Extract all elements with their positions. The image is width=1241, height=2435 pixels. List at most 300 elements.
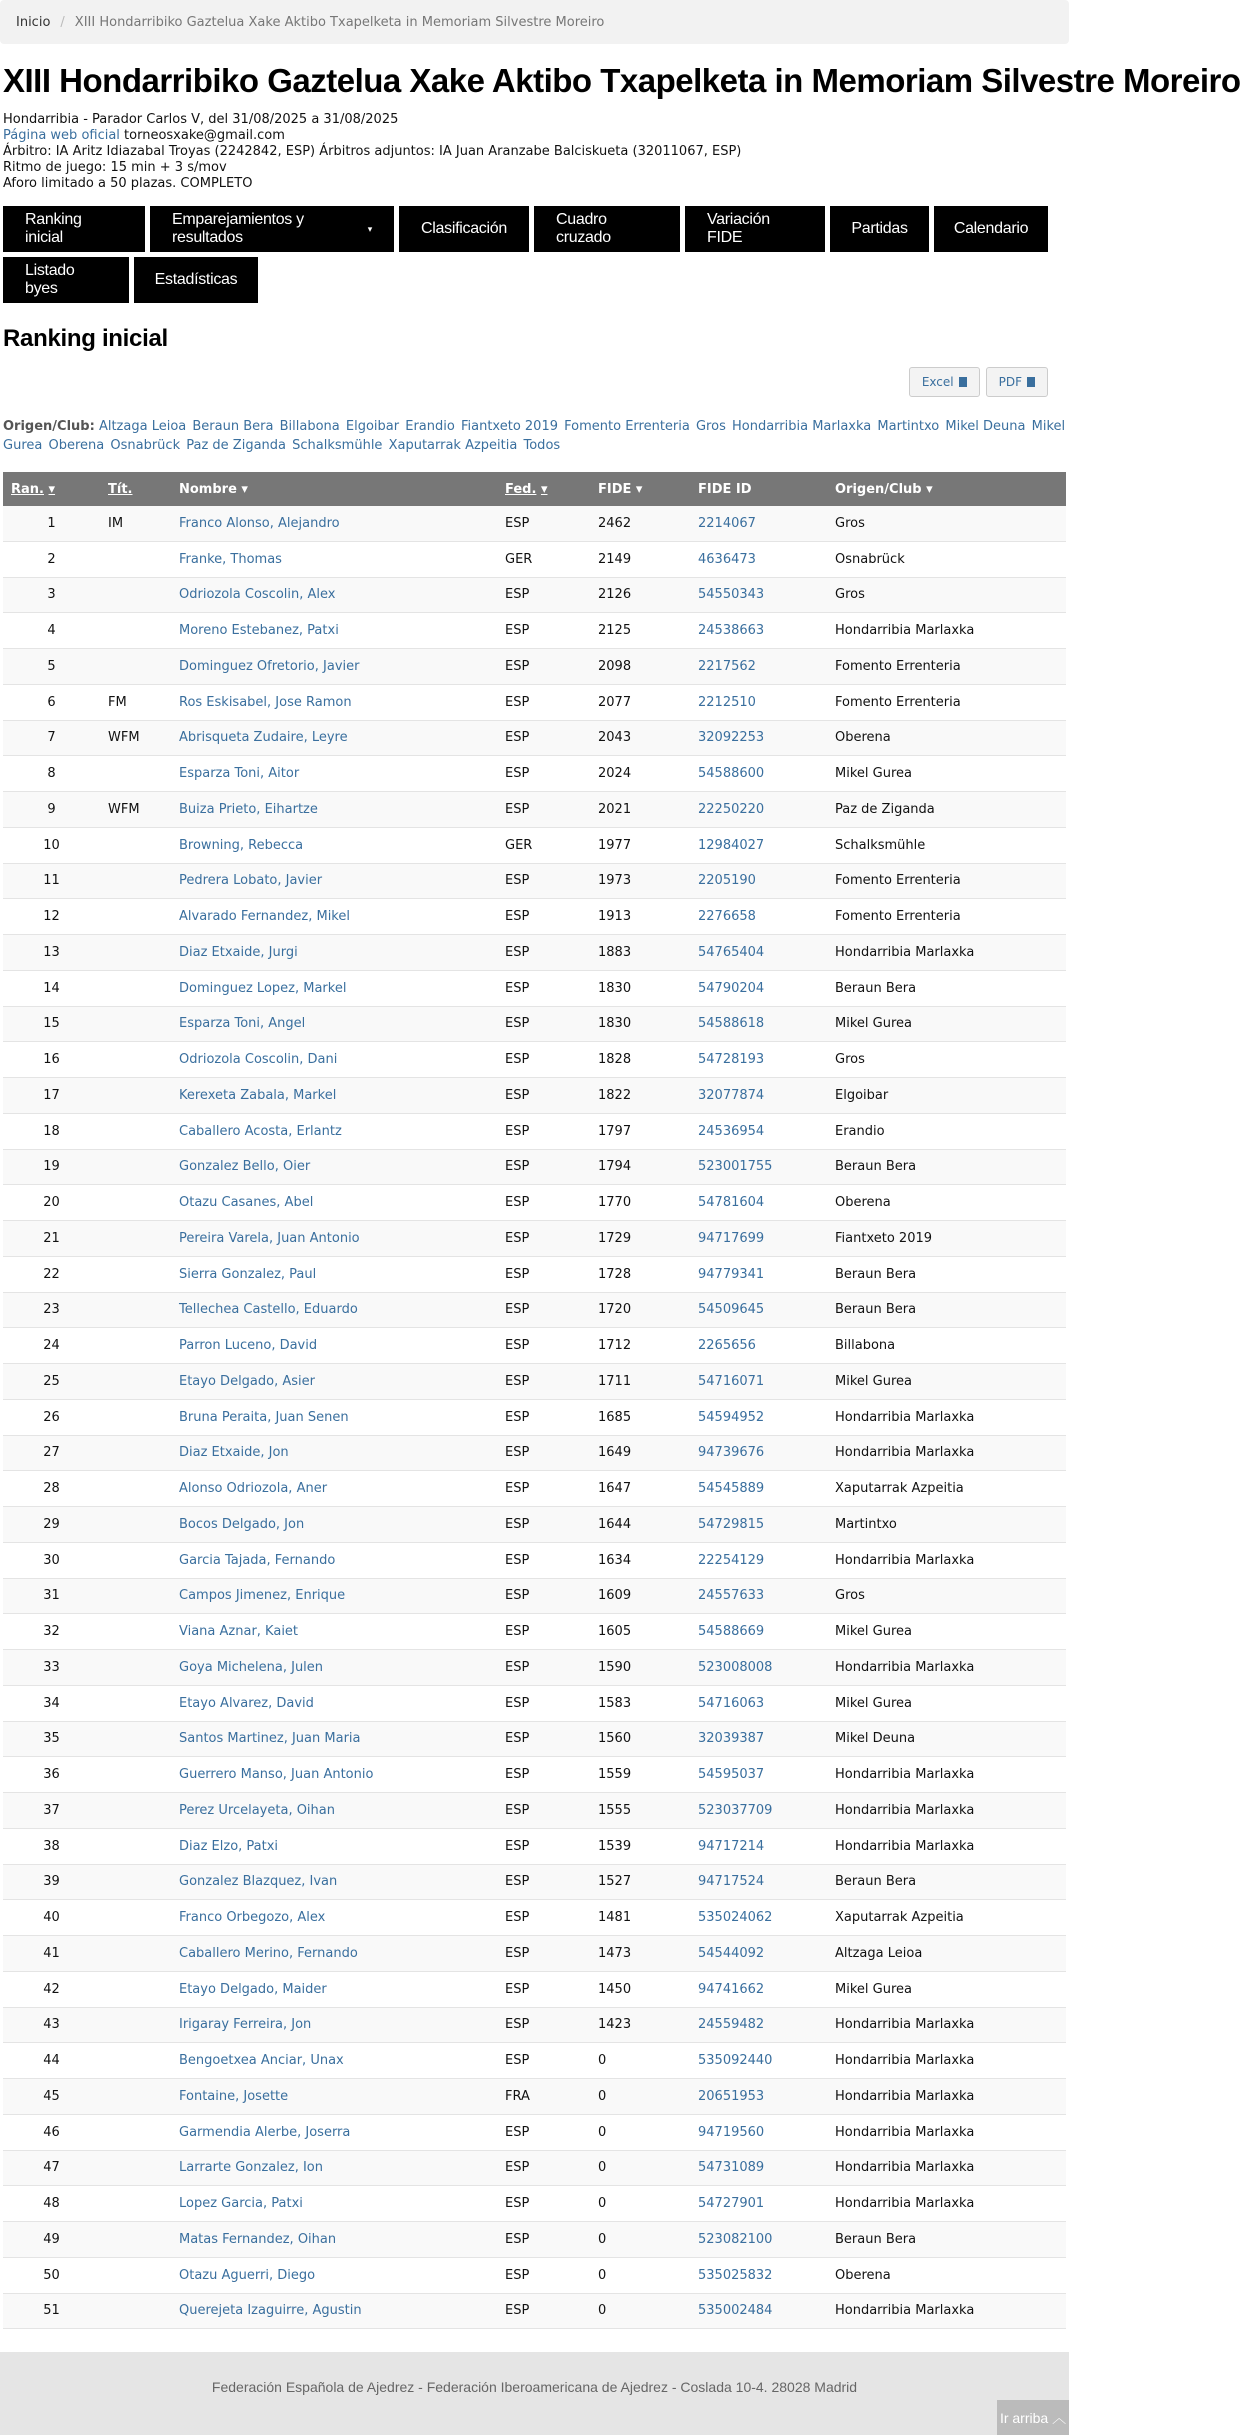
player-name-link[interactable]: Pedrera Lobato, Javier — [179, 873, 323, 889]
club-cell — [827, 613, 1066, 649]
title-cell — [100, 1328, 171, 1364]
fide-rating-cell: 1797 — [598, 1123, 632, 1139]
fide-rating-cell: 1583 — [598, 1695, 632, 1711]
fide-rating-cell — [590, 2114, 690, 2150]
player-name-link[interactable]: Browning, Rebecca — [179, 837, 304, 853]
club-filter-link[interactable]: Elgoibar — [345, 419, 400, 434]
fide-id-link[interactable]: 2276658 — [698, 909, 756, 925]
fide-id-cell — [690, 2079, 827, 2115]
fide-id-link[interactable]: 12984027 — [698, 837, 765, 853]
fide-id-link[interactable]: 523082100 — [698, 2231, 773, 2247]
fide-rating-cell — [590, 1971, 690, 2007]
club-cell — [827, 1721, 1066, 1757]
fide-rating-cell — [590, 1614, 690, 1650]
rank-cell — [3, 649, 100, 685]
title-cell — [100, 506, 171, 541]
col-title-header[interactable] — [100, 472, 171, 506]
club-filter-link[interactable]: Gros — [695, 419, 726, 434]
fide-id-cell — [690, 1471, 827, 1507]
federation-cell — [497, 1900, 590, 1936]
rank-cell — [3, 970, 100, 1006]
footer-text: Federación Española de Ajedrez - Federación Iberoamericana de Ajedrez - Coslada 10-4. 28028 Madrid — [211, 2379, 858, 2395]
club-cell — [827, 1864, 1066, 1900]
club-cell: Hondarribia Marlaxka — [835, 1659, 975, 1675]
nav-pairings-dropdown[interactable] — [150, 206, 394, 252]
title-cell — [100, 2222, 171, 2258]
rank-cell — [3, 1900, 100, 1936]
player-name-link[interactable]: Gonzalez Blazquez, Ivan — [179, 1874, 338, 1890]
club-cell — [827, 1042, 1066, 1078]
title-cell — [100, 1864, 171, 1900]
fide-id-cell — [690, 2114, 827, 2150]
club-filter-link[interactable]: Beraun Bera — [192, 419, 274, 434]
title-cell — [100, 1435, 171, 1471]
col-rank-header[interactable] — [3, 472, 100, 506]
table-row — [3, 720, 1066, 756]
player-name-cell — [171, 613, 497, 649]
fide-id-link[interactable]: 54790204 — [698, 980, 765, 996]
player-name-cell — [171, 1936, 497, 1972]
fide-id-link[interactable]: 54544092 — [698, 1945, 765, 1961]
table-header-row — [3, 472, 1066, 506]
player-name-link[interactable]: Goya Michelena, Julen — [179, 1659, 324, 1675]
fide-id-cell — [690, 1221, 827, 1257]
fide-id-link[interactable]: 535092440 — [698, 2053, 773, 2069]
fide-rating-cell — [590, 506, 690, 541]
col-fide-id-header[interactable] — [690, 472, 827, 506]
fide-id-link[interactable]: 94717524 — [698, 1874, 765, 1890]
player-name-link[interactable]: Fontaine, Josette — [179, 2088, 289, 2104]
club-cell — [827, 649, 1066, 685]
nav-byes-label: Listado byes — [25, 262, 75, 297]
player-name-link[interactable]: Ros Eskisabel, Jose Ramon — [179, 694, 352, 710]
player-name-link[interactable]: Esparza Toni, Aitor — [179, 766, 300, 782]
club-filter-link[interactable]: Altzaga Leioa — [98, 419, 187, 434]
club-filter-link[interactable]: Todos — [523, 438, 561, 453]
fide-id-link[interactable]: 2212510 — [698, 694, 756, 710]
player-name-link[interactable]: Bruna Peraita, Juan Senen — [179, 1409, 349, 1425]
club-filter-link[interactable]: Xaputarrak Azpeitia — [388, 438, 518, 453]
federation-cell: ESP — [505, 2053, 530, 2069]
fide-rating-cell — [590, 1221, 690, 1257]
fide-id-link[interactable]: 94717214 — [698, 1838, 765, 1854]
fide-rating-cell: 1590 — [598, 1659, 632, 1675]
fide-rating-cell: 2462 — [598, 515, 632, 531]
title-cell — [100, 2186, 171, 2222]
table-row — [3, 1578, 1066, 1614]
federation-cell: ESP — [505, 1838, 530, 1854]
player-name-link[interactable]: Matas Fernandez, Oihan — [179, 2231, 337, 2247]
rank-cell: 28 — [43, 1481, 60, 1497]
rank-cell: 31 — [43, 1588, 60, 1604]
club-cell — [827, 935, 1066, 971]
player-name-link[interactable]: Franke, Thomas — [179, 551, 282, 567]
federation-cell: ESP — [505, 1195, 530, 1211]
club-cell: Mikel Gurea — [835, 766, 912, 782]
fide-id-link[interactable]: 2214067 — [698, 515, 756, 531]
official-web-link[interactable]: Página web oficial — [3, 128, 120, 143]
federation-cell: ESP — [505, 1230, 530, 1246]
player-name-link[interactable]: Campos Jimenez, Enrique — [179, 1588, 346, 1604]
fide-rating-cell: 1423 — [598, 2017, 632, 2033]
player-name-link[interactable]: Esparza Toni, Angel — [179, 1016, 306, 1032]
fide-id-cell — [690, 1650, 827, 1686]
player-name-link[interactable]: Guerrero Manso, Juan Antonio — [179, 1767, 374, 1783]
fide-id-link[interactable]: 54765404 — [698, 944, 765, 960]
player-name-link[interactable]: Kerexeta Zabala, Markel — [179, 1087, 337, 1103]
rank-cell: 24 — [43, 1338, 60, 1354]
player-name-link[interactable]: Irigaray Ferreira, Jon — [179, 2017, 312, 2033]
fide-id-link[interactable]: 54716071 — [698, 1373, 765, 1389]
fide-id-link[interactable]: 2205190 — [698, 873, 756, 889]
fide-id-link[interactable]: 22250220 — [698, 801, 765, 817]
rank-cell: 21 — [43, 1230, 60, 1246]
player-name-link[interactable]: Diaz Etxaide, Jon — [179, 1445, 289, 1461]
fide-id-cell — [690, 1149, 827, 1185]
fide-rating-cell — [590, 1507, 690, 1543]
club-cell — [827, 899, 1066, 935]
fide-id-link[interactable]: 523001755 — [698, 1159, 773, 1175]
player-name-link[interactable]: Dominguez Ofretorio, Javier — [179, 658, 360, 674]
fide-rating-cell — [590, 2222, 690, 2258]
club-filter-link[interactable]: Paz de Ziganda — [186, 438, 287, 453]
club-cell — [827, 1113, 1066, 1149]
fide-id-link[interactable]: 4636473 — [698, 551, 756, 567]
rank-cell — [3, 863, 100, 899]
player-name-link[interactable]: Garcia Tajada, Fernando — [179, 1552, 336, 1568]
player-name-link[interactable]: Viana Aznar, Kaiet — [179, 1624, 299, 1640]
federation-cell — [497, 613, 590, 649]
player-name-link[interactable]: Larrarte Gonzalez, Ion — [179, 2160, 323, 2176]
fide-id-link[interactable]: 54594952 — [698, 1409, 765, 1425]
federation-cell: ESP — [505, 1409, 530, 1425]
player-name-cell — [171, 1042, 497, 1078]
player-name-link[interactable]: Otazu Aguerri, Diego — [179, 2267, 316, 2283]
col-fide-id-label: FIDE ID — [698, 481, 752, 497]
fide-id-cell — [690, 2257, 827, 2293]
fide-id-link[interactable]: 54729815 — [698, 1516, 765, 1532]
club-cell: Beraun Bera — [835, 980, 917, 996]
nav-stats-button[interactable] — [134, 257, 258, 303]
fide-id-link[interactable]: 54595037 — [698, 1767, 765, 1783]
player-name-link[interactable]: Sierra Gonzalez, Paul — [179, 1266, 317, 1282]
fide-id-link[interactable]: 54545889 — [698, 1481, 765, 1497]
federation-cell: ESP — [505, 1087, 530, 1103]
fide-rating-cell: 1794 — [598, 1159, 632, 1175]
table-row — [3, 2257, 1066, 2293]
player-name-link[interactable]: Lopez Garcia, Patxi — [179, 2196, 303, 2212]
player-name-link[interactable]: Garmendia Alerbe, Joserra — [179, 2124, 351, 2140]
fide-id-link[interactable]: 523008008 — [698, 1659, 773, 1675]
player-name-link[interactable]: Caballero Acosta, Erlantz — [179, 1123, 342, 1139]
federation-cell — [497, 1042, 590, 1078]
rank-cell: 15 — [43, 1016, 60, 1032]
player-name-link[interactable]: Abrisqueta Zudaire, Leyre — [179, 730, 348, 746]
fide-rating-cell — [590, 792, 690, 828]
fide-id-link[interactable]: 24559482 — [698, 2017, 765, 2033]
fide-id-link[interactable]: 54727901 — [698, 2196, 765, 2212]
rank-cell — [3, 1399, 100, 1435]
fide-id-cell — [690, 613, 827, 649]
player-name-link[interactable]: Alvarado Fernandez, Mikel — [179, 909, 350, 925]
table-row — [3, 2043, 1066, 2079]
nav-calendar-button[interactable] — [934, 206, 1048, 252]
player-name-link[interactable]: Dominguez Lopez, Markel — [179, 980, 347, 996]
fide-rating-cell: 2043 — [598, 730, 632, 746]
club-cell: Osnabrück — [835, 551, 905, 567]
player-name-link[interactable]: Etayo Alvarez, David — [179, 1695, 314, 1711]
player-name-link[interactable]: Odriozola Coscolin, Alex — [179, 587, 336, 603]
fide-id-link[interactable]: 32077874 — [698, 1087, 765, 1103]
fide-rating-cell — [590, 1364, 690, 1400]
fide-id-link[interactable]: 54588600 — [698, 766, 765, 782]
fide-id-link[interactable]: 2265656 — [698, 1338, 756, 1354]
table-row — [3, 2222, 1066, 2258]
club-cell: Beraun Bera — [835, 2231, 917, 2247]
nav-fide-variation-button[interactable] — [685, 206, 825, 252]
table-row — [3, 1006, 1066, 1042]
player-name-link[interactable]: Gonzalez Bello, Oier — [179, 1159, 311, 1175]
col-name-header[interactable] — [171, 472, 497, 506]
breadcrumb-home-link[interactable]: Inicio — [16, 14, 51, 30]
player-name-link[interactable]: Santos Martinez, Juan Maria — [179, 1731, 361, 1747]
fide-id-link[interactable]: 54588618 — [698, 1016, 765, 1032]
federation-cell — [497, 1471, 590, 1507]
player-name-link[interactable]: Bocos Delgado, Jon — [179, 1516, 305, 1532]
fide-id-cell — [690, 1507, 827, 1543]
fide-id-link[interactable]: 94779341 — [698, 1266, 765, 1282]
club-filter-link[interactable]: Oberena — [48, 438, 105, 453]
rank-cell: 32 — [43, 1624, 60, 1640]
federation-cell: ESP — [505, 1123, 530, 1139]
club-filter-link[interactable]: Mikel Gurea — [3, 419, 1066, 453]
rank-cell: 22 — [43, 1266, 60, 1282]
club-cell: Martintxo — [835, 1516, 897, 1532]
fide-id-link[interactable]: 24557633 — [698, 1588, 765, 1604]
club-filter-link[interactable]: Hondarribia Marlaxka — [731, 419, 872, 434]
fide-id-link[interactable]: 535024062 — [698, 1910, 773, 1926]
fide-id-link[interactable]: 94717699 — [698, 1230, 765, 1246]
fide-rating-cell — [590, 2079, 690, 2115]
nav-crosstable-button[interactable] — [534, 206, 680, 252]
federation-cell — [497, 2007, 590, 2043]
player-name-link[interactable]: Odriozola Coscolin, Dani — [179, 1052, 338, 1068]
club-cell — [827, 506, 1066, 541]
fide-rating-cell — [590, 970, 690, 1006]
player-name-cell — [171, 720, 497, 756]
club-cell — [827, 2007, 1066, 2043]
col-fed-header[interactable] — [497, 472, 590, 506]
fide-id-link[interactable]: 2217562 — [698, 658, 756, 674]
federation-cell: ESP — [505, 873, 530, 889]
player-name-link[interactable]: Perez Urcelayeta, Oihan — [179, 1802, 335, 1818]
fide-rating-cell: 1973 — [598, 873, 632, 889]
rank-cell — [3, 2186, 100, 2222]
rank-cell — [3, 2007, 100, 2043]
fide-id-link[interactable]: 535002484 — [698, 2303, 773, 2319]
fide-rating-cell: 1527 — [598, 1874, 632, 1890]
rank-cell: 2 — [47, 551, 56, 567]
nav-ranking-button[interactable] — [3, 206, 145, 252]
fide-rating-cell — [590, 1435, 690, 1471]
fide-id-link[interactable]: 54728193 — [698, 1052, 765, 1068]
federation-cell — [497, 756, 590, 792]
player-name-link[interactable]: Franco Alonso, Alejandro — [179, 515, 340, 531]
club-filter-link[interactable]: Mikel Deuna — [945, 419, 1026, 434]
rank-cell: 26 — [43, 1409, 60, 1425]
player-name-link[interactable]: Otazu Casanes, Abel — [179, 1195, 314, 1211]
col-fide-header[interactable] — [590, 472, 690, 506]
nav-standings-button[interactable] — [399, 206, 529, 252]
club-filter-link[interactable]: Erandio — [405, 419, 455, 434]
club-filter-link[interactable]: Schalksmühle — [292, 438, 383, 453]
fide-rating-cell: 1634 — [598, 1552, 632, 1568]
club-cell: Xaputarrak Azpeitia — [835, 1481, 964, 1497]
fide-rating-cell — [590, 935, 690, 971]
federation-cell: ESP — [505, 1302, 530, 1318]
player-name-link[interactable]: Bengoetxea Anciar, Unax — [179, 2053, 344, 2069]
fide-id-link[interactable]: 32092253 — [698, 730, 765, 746]
fide-id-link[interactable]: 54781604 — [698, 1195, 765, 1211]
player-name-link[interactable]: Caballero Merino, Fernando — [179, 1945, 358, 1961]
rank-cell: 16 — [43, 1052, 60, 1068]
fide-id-link[interactable]: 24538663 — [698, 623, 765, 639]
pdf-export-button[interactable] — [986, 367, 1048, 397]
fide-id-link[interactable]: 54550343 — [698, 587, 765, 603]
fide-id-link[interactable]: 54509645 — [698, 1302, 765, 1318]
rank-cell — [3, 2043, 100, 2079]
fide-id-link[interactable]: 22254129 — [698, 1552, 765, 1568]
fide-rating-cell — [590, 1292, 690, 1328]
fide-rating-cell: 1647 — [598, 1481, 632, 1497]
player-name-cell — [171, 2079, 497, 2115]
fide-rating-cell: 0 — [598, 2124, 607, 2140]
fide-id-link[interactable]: 523037709 — [698, 1802, 773, 1818]
club-cell — [827, 1328, 1066, 1364]
rank-cell — [3, 541, 100, 577]
excel-export-button[interactable] — [909, 367, 980, 397]
club-cell: Beraun Bera — [835, 1159, 917, 1175]
club-filter-link[interactable]: Fiantxeto 2019 — [460, 419, 558, 434]
club-cell: Oberena — [835, 1195, 891, 1211]
title-cell — [100, 863, 171, 899]
col-fide-label: FIDE — [598, 481, 632, 497]
table-row — [3, 541, 1066, 577]
fide-rating-cell — [590, 1757, 690, 1793]
fide-id-link[interactable]: 94741662 — [698, 1981, 765, 1997]
fide-id-link[interactable]: 20651953 — [698, 2088, 765, 2104]
fide-rating-cell: 1770 — [598, 1195, 632, 1211]
club-filter-link[interactable]: Martintxo — [877, 419, 940, 434]
fide-id-link[interactable]: 535025832 — [698, 2267, 773, 2283]
fide-rating-cell: 1605 — [598, 1624, 632, 1640]
player-name-link[interactable]: Parron Luceno, David — [179, 1338, 318, 1354]
federation-cell: ESP — [505, 1516, 530, 1532]
player-name-link[interactable]: Pereira Varela, Juan Antonio — [179, 1230, 360, 1246]
fide-id-link[interactable]: 54731089 — [698, 2160, 765, 2176]
club-cell: Hondarribia Marlaxka — [835, 623, 975, 639]
table-row — [3, 792, 1066, 828]
table-row — [3, 1900, 1066, 1936]
fide-id-link[interactable]: 32039387 — [698, 1731, 765, 1747]
fide-rating-cell: 1609 — [598, 1588, 632, 1604]
player-name-link[interactable]: Etayo Delgado, Maider — [179, 1981, 327, 1997]
player-name-link[interactable]: Franco Orbegozo, Alex — [179, 1910, 326, 1926]
arbiters: Árbitro: IA Aritz Idiazabal Troyas (2242842, ESP) Árbitros adjuntos: IA Juan Aranzabe Balciskueta (32011067, ESP) — [3, 144, 742, 159]
player-name-link[interactable]: Etayo Delgado, Asier — [179, 1373, 315, 1389]
table-row — [3, 2007, 1066, 2043]
fide-rating-cell: 1644 — [598, 1516, 632, 1532]
fide-id-link[interactable]: 94739676 — [698, 1445, 765, 1461]
nav-byes-button[interactable] — [3, 257, 129, 303]
fide-id-cell — [690, 2293, 827, 2329]
club-filter-link[interactable]: Osnabrück — [110, 438, 181, 453]
fide-rating-cell — [590, 541, 690, 577]
federation-cell: ESP — [505, 587, 530, 603]
club-cell — [827, 1149, 1066, 1185]
federation-cell: ESP — [505, 1588, 530, 1604]
player-name-cell — [171, 1078, 497, 1114]
federation-cell: ESP — [505, 1802, 530, 1818]
federation-cell — [497, 684, 590, 720]
fide-id-cell — [690, 1113, 827, 1149]
title-cell — [100, 1757, 171, 1793]
player-name-link[interactable]: Diaz Etxaide, Jurgi — [179, 944, 298, 960]
player-name-link[interactable]: Querejeta Izaguirre, Agustin — [179, 2303, 362, 2319]
col-club-header[interactable] — [827, 472, 1066, 506]
federation-cell — [497, 506, 590, 541]
fide-rating-cell: 2125 — [598, 623, 632, 639]
club-cell: Fomento Errenteria — [835, 873, 961, 889]
club-cell: Mikel Gurea — [835, 1695, 912, 1711]
back-to-top-button[interactable] — [997, 2400, 1069, 2435]
rank-cell: 12 — [43, 909, 60, 925]
table-row — [3, 1399, 1066, 1435]
federation-cell: ESP — [505, 1481, 530, 1497]
fide-id-link[interactable]: 54716063 — [698, 1695, 765, 1711]
fide-id-link[interactable]: 94719560 — [698, 2124, 765, 2140]
fide-id-cell — [690, 1435, 827, 1471]
player-name-link[interactable]: Moreno Estebanez, Patxi — [179, 623, 339, 639]
title-cell — [100, 613, 171, 649]
rank-cell: 17 — [43, 1087, 60, 1103]
fide-rating-cell — [590, 2293, 690, 2329]
player-name-link[interactable]: Diaz Elzo, Patxi — [179, 1838, 279, 1854]
federation-cell: GER — [505, 837, 533, 853]
rank-cell — [3, 2079, 100, 2115]
fide-id-link[interactable]: 24536954 — [698, 1123, 765, 1139]
player-name-link[interactable]: Buiza Prieto, Eihartze — [179, 801, 318, 817]
club-cell: Mikel Gurea — [835, 1624, 912, 1640]
fide-id-cell — [690, 1828, 827, 1864]
club-cell — [827, 1256, 1066, 1292]
rank-cell: 36 — [43, 1767, 60, 1783]
fide-rating-cell — [590, 756, 690, 792]
table-row — [3, 935, 1066, 971]
federation-cell — [497, 1256, 590, 1292]
player-name-link[interactable]: Tellechea Castello, Eduardo — [179, 1302, 358, 1318]
club-filter-link[interactable]: Fomento Errenteria — [564, 419, 690, 434]
player-name-cell — [171, 2257, 497, 2293]
club-filter-link[interactable]: Billabona — [279, 419, 340, 434]
player-name-link[interactable]: Alonso Odriozola, Aner — [179, 1481, 328, 1497]
nav-games-button[interactable] — [830, 206, 929, 252]
fide-id-link[interactable]: 54588669 — [698, 1624, 765, 1640]
federation-cell — [497, 541, 590, 577]
section-title: Ranking inicial — [3, 325, 168, 352]
fide-id-cell — [690, 1578, 827, 1614]
federation-cell — [497, 827, 590, 863]
